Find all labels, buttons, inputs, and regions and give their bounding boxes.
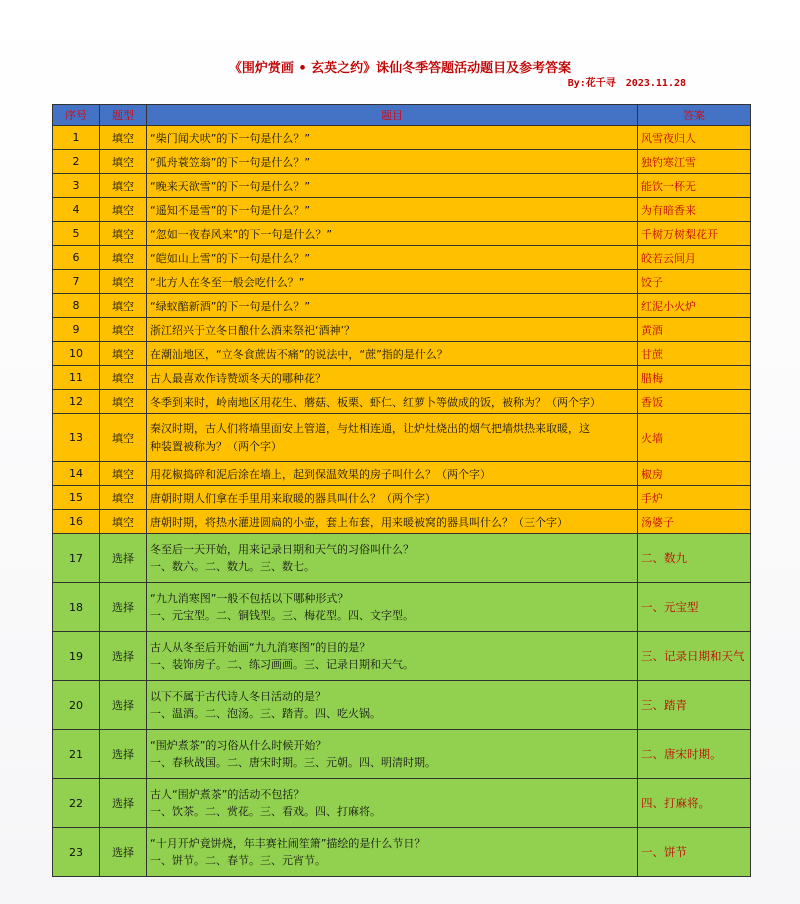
table-row	[53, 174, 751, 198]
row-question	[147, 414, 638, 462]
question-options: 一、温酒。二、泡汤。三、踏青。四、吃火锅。	[150, 707, 381, 720]
question-options: 一、元宝型。二、铜钱型。三、梅花型。四、文字型。	[150, 609, 414, 622]
question-line: 在潮汕地区，“立冬食蔗齿不痛”的说法中，“蔗”指的是什么？	[150, 347, 448, 361]
question-line: “九九消寒图”一般不包括以下哪种形式？	[150, 592, 349, 605]
question-line: “十月开炉竟饼烧，年丰赛社闹笙箫”描绘的是什么节日？	[150, 837, 426, 850]
row-question-type: 选择	[100, 681, 147, 730]
col-header-type: 题型	[100, 105, 147, 126]
row-question-type: 填空	[100, 270, 147, 294]
table-row	[53, 150, 751, 174]
question-line: “皑如山上雪”的下一句是什么？”	[150, 251, 311, 265]
question-line: 古人最喜欢作诗赞颂冬天的哪种花？	[150, 371, 326, 385]
row-question	[147, 318, 638, 342]
question-options: 一、装饰房子。二、练习画画。三、记录日期和天气。	[150, 658, 414, 671]
row-question	[147, 828, 638, 877]
row-answer: 能饮一杯无	[638, 174, 751, 198]
col-header-question: 题目	[147, 105, 638, 126]
question-line: “柴门闻犬吠”的下一句是什么？”	[150, 131, 311, 145]
question-line: “遥知不是雪”的下一句是什么？”	[150, 203, 311, 217]
row-question-type: 填空	[100, 510, 147, 534]
question-line: 用花椒捣碎和泥后涂在墙上，起到保温效果的房子叫什么？（两个字）	[150, 467, 491, 481]
row-question-type: 选择	[100, 632, 147, 681]
row-question-type: 填空	[100, 174, 147, 198]
row-question	[147, 270, 638, 294]
row-question	[147, 632, 638, 681]
row-answer: 二、唐宋时期。	[638, 730, 751, 779]
col-header-number: 序号	[53, 105, 100, 126]
table-row	[53, 462, 751, 486]
row-answer: 千树万树梨花开	[638, 222, 751, 246]
row-answer: 独钓寒江雪	[638, 150, 751, 174]
row-question-type: 填空	[100, 366, 147, 390]
row-question-type: 选择	[100, 779, 147, 828]
row-answer: 为有暗香来	[638, 198, 751, 222]
table-row	[53, 510, 751, 534]
table-row	[53, 414, 751, 462]
table-row	[53, 486, 751, 510]
table-row	[53, 342, 751, 366]
quiz-table	[52, 104, 751, 877]
row-question-type: 填空	[100, 222, 147, 246]
row-answer: 皎若云间月	[638, 246, 751, 270]
table-row	[53, 126, 751, 150]
row-question	[147, 486, 638, 510]
row-question	[147, 390, 638, 414]
question-options: 一、饮茶。二、赏花。三、看戏。四、打麻将。	[150, 805, 381, 818]
row-question	[147, 366, 638, 390]
table-row	[53, 246, 751, 270]
table-row	[53, 294, 751, 318]
row-question	[147, 294, 638, 318]
row-answer: 手炉	[638, 486, 751, 510]
row-question	[147, 246, 638, 270]
table-header-row	[53, 105, 751, 126]
row-answer: 火墙	[638, 414, 751, 462]
row-question	[147, 126, 638, 150]
row-question	[147, 779, 638, 828]
row-answer: 三、记录日期和天气	[638, 632, 751, 681]
table-row	[53, 366, 751, 390]
question-line: “北方人在冬至一般会吃什么？”	[150, 275, 305, 289]
row-question-type: 选择	[100, 828, 147, 877]
question-line: “忽如一夜春风来”的下一句是什么？”	[150, 227, 333, 241]
row-question	[147, 730, 638, 779]
row-number: 6	[53, 246, 100, 270]
table-row	[53, 632, 751, 681]
row-answer: 汤婆子	[638, 510, 751, 534]
question-line: 浙江绍兴于立冬日酿什么酒来祭祀‘酒神’？	[150, 323, 355, 337]
row-number: 13	[53, 414, 100, 462]
row-answer: 饺子	[638, 270, 751, 294]
row-number: 14	[53, 462, 100, 486]
row-answer: 腊梅	[638, 366, 751, 390]
row-number: 23	[53, 828, 100, 877]
question-line: 以下不属于古代诗人冬日活动的是？	[150, 690, 326, 703]
row-number: 12	[53, 390, 100, 414]
row-question	[147, 462, 638, 486]
row-answer: 一、饼节	[638, 828, 751, 877]
table-row	[53, 681, 751, 730]
question-line: 唐朝时期，将热水灌进圆扁的小壶，套上布套，用来暖被窝的器具叫什么？（三个字）	[150, 515, 568, 529]
question-line: “围炉煮茶”的习俗从什么时候开始？	[150, 739, 327, 752]
row-question-type: 选择	[100, 534, 147, 583]
table-row	[53, 198, 751, 222]
row-number: 21	[53, 730, 100, 779]
row-answer: 一、元宝型	[638, 583, 751, 632]
question-options: 一、饼节。二、春节。三、元宵节。	[150, 854, 326, 867]
row-number: 18	[53, 583, 100, 632]
row-question	[147, 222, 638, 246]
row-question	[147, 150, 638, 174]
row-number: 8	[53, 294, 100, 318]
table-row	[53, 534, 751, 583]
row-question	[147, 174, 638, 198]
row-answer: 香饭	[638, 390, 751, 414]
row-answer: 黄酒	[638, 318, 751, 342]
row-number: 17	[53, 534, 100, 583]
row-number: 22	[53, 779, 100, 828]
row-question-type: 填空	[100, 486, 147, 510]
row-question	[147, 534, 638, 583]
document-title: 《围炉赏画 • 玄英之约》诛仙冬季答题活动题目及参考答案	[228, 61, 572, 76]
row-number: 9	[53, 318, 100, 342]
row-number: 7	[53, 270, 100, 294]
row-answer: 甘蔗	[638, 342, 751, 366]
question-options: 一、春秋战国。二、唐宋时期。三、元朝。四、明清时期。	[150, 756, 436, 769]
row-question	[147, 342, 638, 366]
question-line: “绿蚁醅新酒”的下一句是什么？”	[150, 299, 311, 313]
table-row	[53, 270, 751, 294]
row-question-type: 填空	[100, 318, 147, 342]
row-number: 3	[53, 174, 100, 198]
question-line: “孤舟蓑笠翁”的下一句是什么？”	[150, 155, 311, 169]
row-question	[147, 198, 638, 222]
question-line: 唐朝时期人们拿在手里用来取暖的器具叫什么？（两个字）	[150, 491, 436, 505]
row-answer: 椒房	[638, 462, 751, 486]
row-number: 15	[53, 486, 100, 510]
table-row	[53, 318, 751, 342]
row-question-type: 填空	[100, 294, 147, 318]
row-question	[147, 583, 638, 632]
row-question-type: 填空	[100, 462, 147, 486]
table-row	[53, 828, 751, 877]
row-question-type: 填空	[100, 150, 147, 174]
table-row	[53, 779, 751, 828]
table-row	[53, 583, 751, 632]
row-number: 10	[53, 342, 100, 366]
row-number: 11	[53, 366, 100, 390]
row-question-type: 填空	[100, 342, 147, 366]
row-question-type: 填空	[100, 246, 147, 270]
row-question	[147, 681, 638, 730]
question-line: 种装置被称为？（两个字）	[150, 439, 282, 453]
row-number: 20	[53, 681, 100, 730]
row-question-type: 选择	[100, 730, 147, 779]
col-header-answer: 答案	[638, 105, 751, 126]
row-answer: 红泥小火炉	[638, 294, 751, 318]
row-answer: 风雪夜归人	[638, 126, 751, 150]
table-row	[53, 730, 751, 779]
table-row	[53, 390, 751, 414]
row-question-type: 填空	[100, 198, 147, 222]
row-number: 4	[53, 198, 100, 222]
question-line: 冬季到来时，岭南地区用花生、蘑菇、板栗、虾仁、红萝卜等做成的饭，被称为？（两个字）	[150, 395, 601, 409]
row-number: 5	[53, 222, 100, 246]
row-question-type: 填空	[100, 414, 147, 462]
question-line: 秦汉时期，古人们将墙里面安上管道，与灶相连通，让炉灶烧出的烟气把墙烘热来取暖，这	[150, 421, 590, 435]
row-answer: 三、踏青	[638, 681, 751, 730]
row-number: 1	[53, 126, 100, 150]
row-number: 2	[53, 150, 100, 174]
question-line: 古人“围炉煮茶”的活动不包括？	[150, 788, 305, 801]
author-date-line: By:花千寻 2023.11.28	[567, 78, 686, 89]
question-line: 古人从冬至后开始画“九九消寒图”的目的是？	[150, 641, 371, 654]
question-options: 一、数六。二、数九。三、数七。	[150, 560, 315, 573]
row-question-type: 填空	[100, 390, 147, 414]
row-question-type: 选择	[100, 583, 147, 632]
question-line: “晚来天欲雪”的下一句是什么？”	[150, 179, 311, 193]
row-answer: 二、数九	[638, 534, 751, 583]
row-number: 19	[53, 632, 100, 681]
row-question-type: 填空	[100, 126, 147, 150]
row-answer: 四、打麻将。	[638, 779, 751, 828]
question-line: 冬至后一天开始，用来记录日期和天气的习俗叫什么？	[150, 543, 414, 556]
row-question	[147, 510, 638, 534]
row-number: 16	[53, 510, 100, 534]
table-row	[53, 222, 751, 246]
